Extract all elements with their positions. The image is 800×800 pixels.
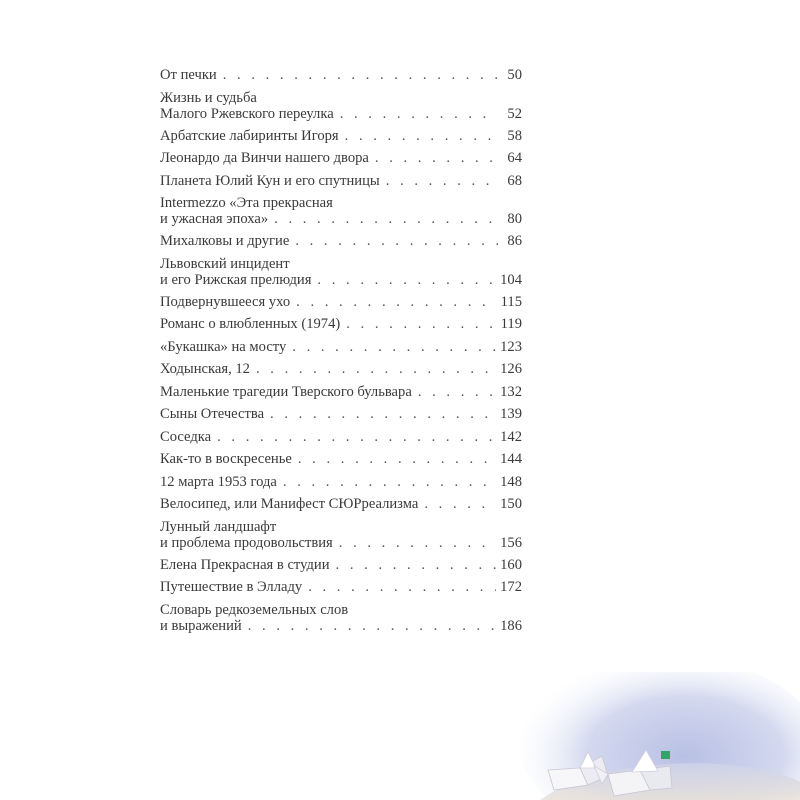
toc-entry-row bbox=[160, 618, 522, 634]
toc-entry-row bbox=[160, 233, 522, 249]
toc-entry-title: Соседка bbox=[160, 428, 212, 445]
toc-entry[interactable] bbox=[160, 316, 522, 332]
toc-entry-title: «Букашка» на мосту bbox=[160, 338, 287, 355]
paper-boats-icon bbox=[520, 672, 800, 800]
toc-entry-title: Планета Юлий Кун и его спутницы bbox=[160, 172, 380, 189]
toc-entry-title: Велосипед, или Манифест СЮРреализма bbox=[160, 496, 419, 512]
toc-entry[interactable] bbox=[160, 361, 522, 377]
toc-entry-title: и его Рижская прелюдия bbox=[160, 271, 312, 288]
toc-entry-title: 12 марта 1953 года bbox=[160, 473, 277, 490]
toc-entry-title-line: Лунный ландшафт bbox=[160, 518, 277, 535]
toc-entry[interactable] bbox=[160, 256, 522, 288]
toc-entry-title-line: Львовский инцидент bbox=[160, 255, 290, 272]
dot-leader bbox=[270, 406, 496, 422]
toc-entry[interactable] bbox=[160, 150, 522, 166]
toc-entry-title: Елена Прекрасная в студии bbox=[160, 556, 330, 573]
toc-entry-title-line: Жизнь и судьба bbox=[160, 89, 257, 106]
toc-entry-row bbox=[160, 474, 522, 490]
page-number: 160 bbox=[500, 556, 522, 573]
toc-entry[interactable] bbox=[160, 451, 522, 467]
toc-entry[interactable] bbox=[160, 173, 522, 189]
toc-entry-title: Романс о влюбленных (1974) bbox=[160, 316, 341, 332]
toc-entry-title-line: Intermezzo «Эта прекрасная bbox=[160, 195, 333, 211]
dot-leader bbox=[256, 361, 496, 377]
toc-entry[interactable] bbox=[160, 233, 522, 249]
toc-entry-row bbox=[160, 211, 522, 227]
dot-leader bbox=[346, 316, 496, 332]
dot-leader bbox=[274, 211, 498, 227]
page-number: 58 bbox=[507, 127, 522, 144]
toc-entry[interactable] bbox=[160, 519, 522, 551]
toc-entry-title: Малого Ржевского переулка bbox=[160, 105, 334, 122]
toc-entry-title: Арбатские лабиринты Игоря bbox=[160, 127, 339, 144]
page-number: 52 bbox=[507, 105, 522, 122]
dot-leader bbox=[336, 557, 497, 573]
toc-entry-row bbox=[160, 579, 522, 595]
toc-entry[interactable] bbox=[160, 602, 522, 634]
toc-entry[interactable] bbox=[160, 557, 522, 573]
page-number: 126 bbox=[500, 361, 522, 377]
toc-entry-row bbox=[160, 67, 522, 83]
toc-entry-row bbox=[160, 150, 522, 166]
page-number: 172 bbox=[500, 579, 522, 595]
toc-entry-title: Сыны Отечества bbox=[160, 406, 265, 422]
toc-entry[interactable] bbox=[160, 474, 522, 490]
page-number: 132 bbox=[500, 383, 522, 400]
dot-leader bbox=[339, 535, 496, 551]
toc-entry-title: и проблема продовольствия bbox=[160, 534, 333, 551]
page-number: 186 bbox=[500, 617, 522, 634]
toc-entry-title: Леонардо да Винчи нашего двора bbox=[160, 150, 369, 166]
dot-leader bbox=[295, 233, 498, 249]
toc-entry-title: От печки bbox=[160, 67, 217, 83]
toc-entry[interactable] bbox=[160, 496, 522, 512]
dot-leader bbox=[424, 496, 496, 512]
page-number: 156 bbox=[500, 534, 522, 551]
toc-entry-row bbox=[160, 128, 522, 144]
page-number: 50 bbox=[507, 67, 522, 83]
table-of-contents bbox=[160, 67, 522, 640]
toc-entry[interactable] bbox=[160, 579, 522, 595]
toc-entry-row bbox=[160, 173, 522, 189]
toc-entry[interactable] bbox=[160, 294, 522, 310]
dot-leader bbox=[248, 618, 496, 634]
toc-entry[interactable] bbox=[160, 384, 522, 400]
dot-leader bbox=[283, 474, 496, 490]
page-number: 139 bbox=[500, 406, 522, 422]
dot-leader bbox=[296, 294, 496, 310]
toc-entry-title: Ходынская, 12 bbox=[160, 361, 250, 377]
toc-entry-title: и выражений bbox=[160, 617, 242, 634]
dot-leader bbox=[375, 150, 498, 166]
toc-entry-row bbox=[160, 384, 522, 400]
page-number: 148 bbox=[500, 473, 522, 490]
page-number: 115 bbox=[500, 293, 522, 310]
toc-entry-row bbox=[160, 557, 522, 573]
toc-entry-row bbox=[160, 272, 522, 288]
dot-leader bbox=[340, 106, 498, 122]
toc-entry[interactable] bbox=[160, 67, 522, 83]
toc-entry-title: и ужасная эпоха» bbox=[160, 211, 269, 227]
toc-entry-row bbox=[160, 106, 522, 122]
toc-entry-title-line: Словарь редкоземельных слов bbox=[160, 601, 349, 618]
dot-leader bbox=[298, 451, 496, 467]
toc-entry[interactable] bbox=[160, 90, 522, 122]
toc-entry-title: Маленькие трагедии Тверского бульвара bbox=[160, 383, 412, 400]
toc-entry-title: Подвернувшееся ухо bbox=[160, 293, 291, 310]
toc-entry-row bbox=[160, 451, 522, 467]
toc-entry-title: Путешествие в Элладу bbox=[160, 579, 303, 595]
dot-leader bbox=[345, 128, 498, 144]
toc-entry-row bbox=[160, 361, 522, 377]
page-number: 123 bbox=[500, 338, 522, 355]
dot-leader bbox=[217, 429, 496, 445]
toc-entry-row bbox=[160, 535, 522, 551]
dot-leader bbox=[317, 272, 496, 288]
page-number: 80 bbox=[507, 211, 522, 227]
toc-entry-row bbox=[160, 496, 522, 512]
toc-entry[interactable] bbox=[160, 195, 522, 227]
toc-entry-row bbox=[160, 294, 522, 310]
toc-entry-row bbox=[160, 339, 522, 355]
page-number: 144 bbox=[500, 451, 522, 467]
toc-entry[interactable] bbox=[160, 128, 522, 144]
toc-entry[interactable] bbox=[160, 339, 522, 355]
toc-entry-title: Михалковы и другие bbox=[160, 233, 290, 249]
toc-entry-title: Как-то в воскресенье bbox=[160, 451, 292, 467]
page-number: 86 bbox=[507, 233, 522, 249]
toc-entry-row bbox=[160, 406, 522, 422]
green-square-icon bbox=[661, 751, 670, 759]
dot-leader bbox=[292, 339, 496, 355]
toc-entry-row bbox=[160, 429, 522, 445]
page-number: 142 bbox=[500, 428, 522, 445]
dot-leader bbox=[418, 384, 496, 400]
dot-leader bbox=[308, 579, 496, 595]
page-number: 119 bbox=[500, 316, 522, 332]
dot-leader bbox=[386, 173, 498, 189]
page-number: 68 bbox=[507, 172, 522, 189]
page-number: 64 bbox=[507, 150, 522, 166]
toc-entry[interactable] bbox=[160, 429, 522, 445]
toc-entry[interactable] bbox=[160, 406, 522, 422]
toc-entry-row bbox=[160, 316, 522, 332]
page-number: 150 bbox=[500, 496, 522, 512]
page-number: 104 bbox=[500, 271, 522, 288]
dot-leader bbox=[223, 67, 498, 83]
